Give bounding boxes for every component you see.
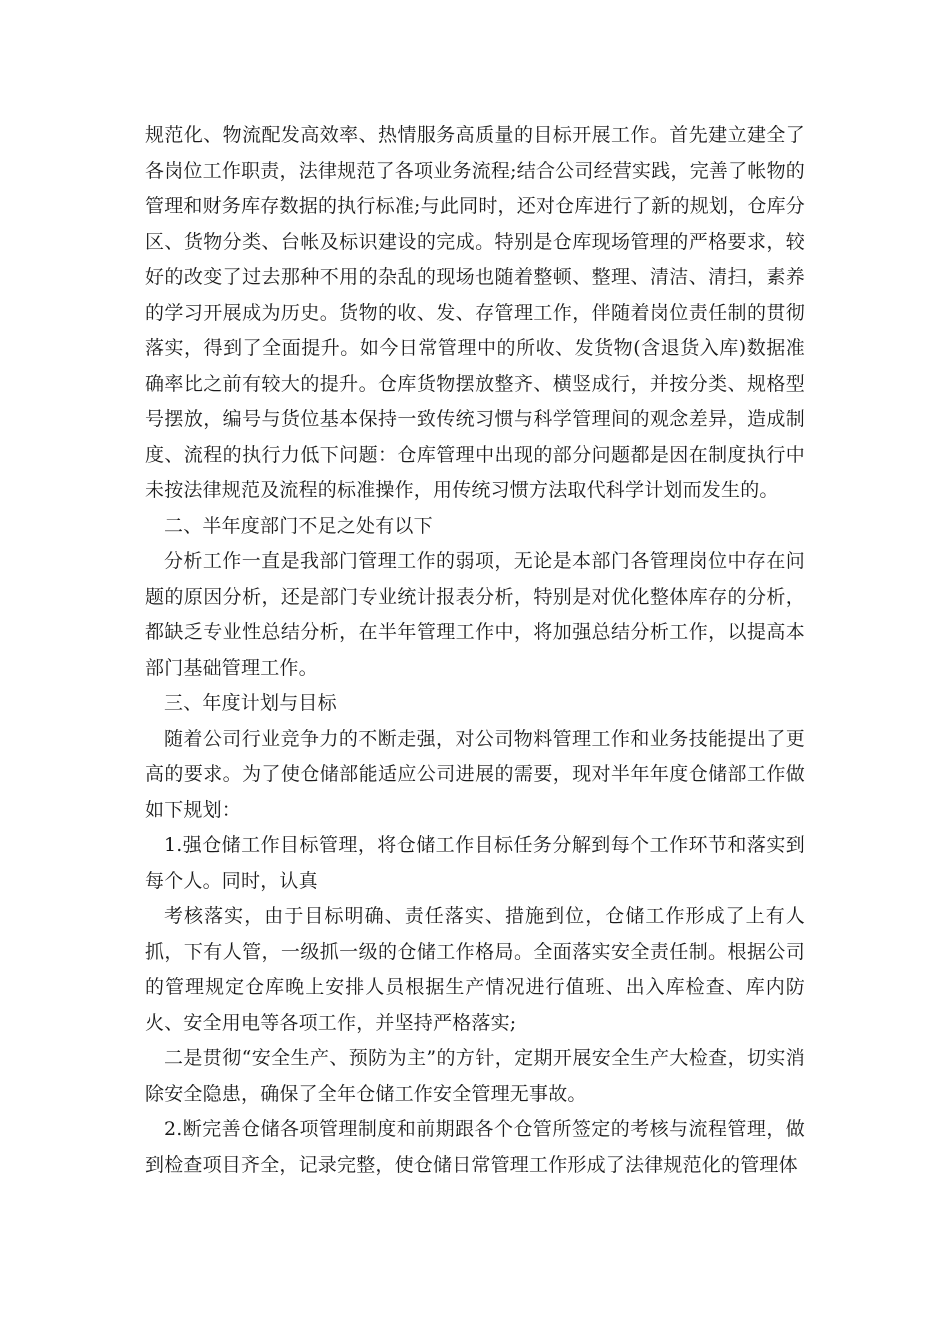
paragraph-plan-item-1: 1.强仓储工作目标管理，将仓储工作目标任务分解到每个工作环节和落实到每个人。同时，认真 <box>145 834 805 892</box>
section-heading-plan-goals: 三、年度计划与目标 <box>164 692 337 714</box>
section-heading-shortcomings: 二、半年度部门不足之处有以下 <box>164 514 433 537</box>
document-body <box>145 118 805 1183</box>
paragraph-analysis-weakness: 分析工作一直是我部门管理工作的弱项，无论是本部门各管理岗位中存在问题的原因分析，还是部门专业统计报表分析，特别是对优化整体库存的分析，都缺乏专业性总结分析，在半年管理工作中，将加强总结分析工作，以提高本部门基础管理工作。 <box>145 550 805 679</box>
paragraph-safety-policy: 二是贯彻“安全生产、预防为主”的方针，定期开展安全生产大检查，切实消除安全隐患，确保了全年仓储工作安全管理无事故。 <box>145 1047 805 1105</box>
paragraph-assessment: 考核落实，由于目标明确、责任落实、措施到位，仓储工作形成了上有人抓，下有人管，一级抓一级的仓储工作格局。全面落实安全责任制。根据公司的管理规定仓库晚上安排人员根据生产情况进行值班、出入库检查、库内防火、安全用电等各项工作，并坚持严格落实; <box>145 905 805 1034</box>
paragraph-warehouse-achievements: 规范化、物流配发高效率、热情服务高质量的目标开展工作。首先建立建全了各岗位工作职责，法律规范了各项业务流程;结合公司经营实践，完善了帐物的管理和财务库存数据的执行标准;与此同时，还对仓库进行了新的规划，仓库分区、货物分类、台帐及标识建设的完成。特别是仓库现场管理的严格要求，较好的改变了过去那种不用的杂乱的现场也随着整顿、整理、清洁、清扫，素养的学习开展成为历史。货物的收、发、存管理工作，伴随着岗位责任制的贯彻落实，得到了全面提升。如今日常管理中的所收、发货物(含退货入库)数据准确率比之前有较大的提升。仓库货物摆放整齐、横竖成行，并按分类、规格型号摆放，编号与货位基本保持一致传统习惯与科学管理间的观念差异，造成制度、流程的执行力低下问题：仓库管理中出现的部分问题都是因在制度执行中未按法律规范及流程的标准操作，用传统习惯方法取代科学计划而发生的。 <box>145 124 805 501</box>
paragraph-plan-intro: 随着公司行业竞争力的不断走强，对公司物料管理工作和业务技能提出了更高的要求。为了使仓储部能适应公司进展的需要，现对半年年度仓储部工作做如下规划： <box>145 727 805 821</box>
paragraph-plan-item-2: 2.断完善仓储各项管理制度和前期跟各个仓管所签定的考核与流程管理，做到检查项目齐全，记录完整，使仓储日常管理工作形成了法律规范化的管理体 <box>145 1118 805 1176</box>
